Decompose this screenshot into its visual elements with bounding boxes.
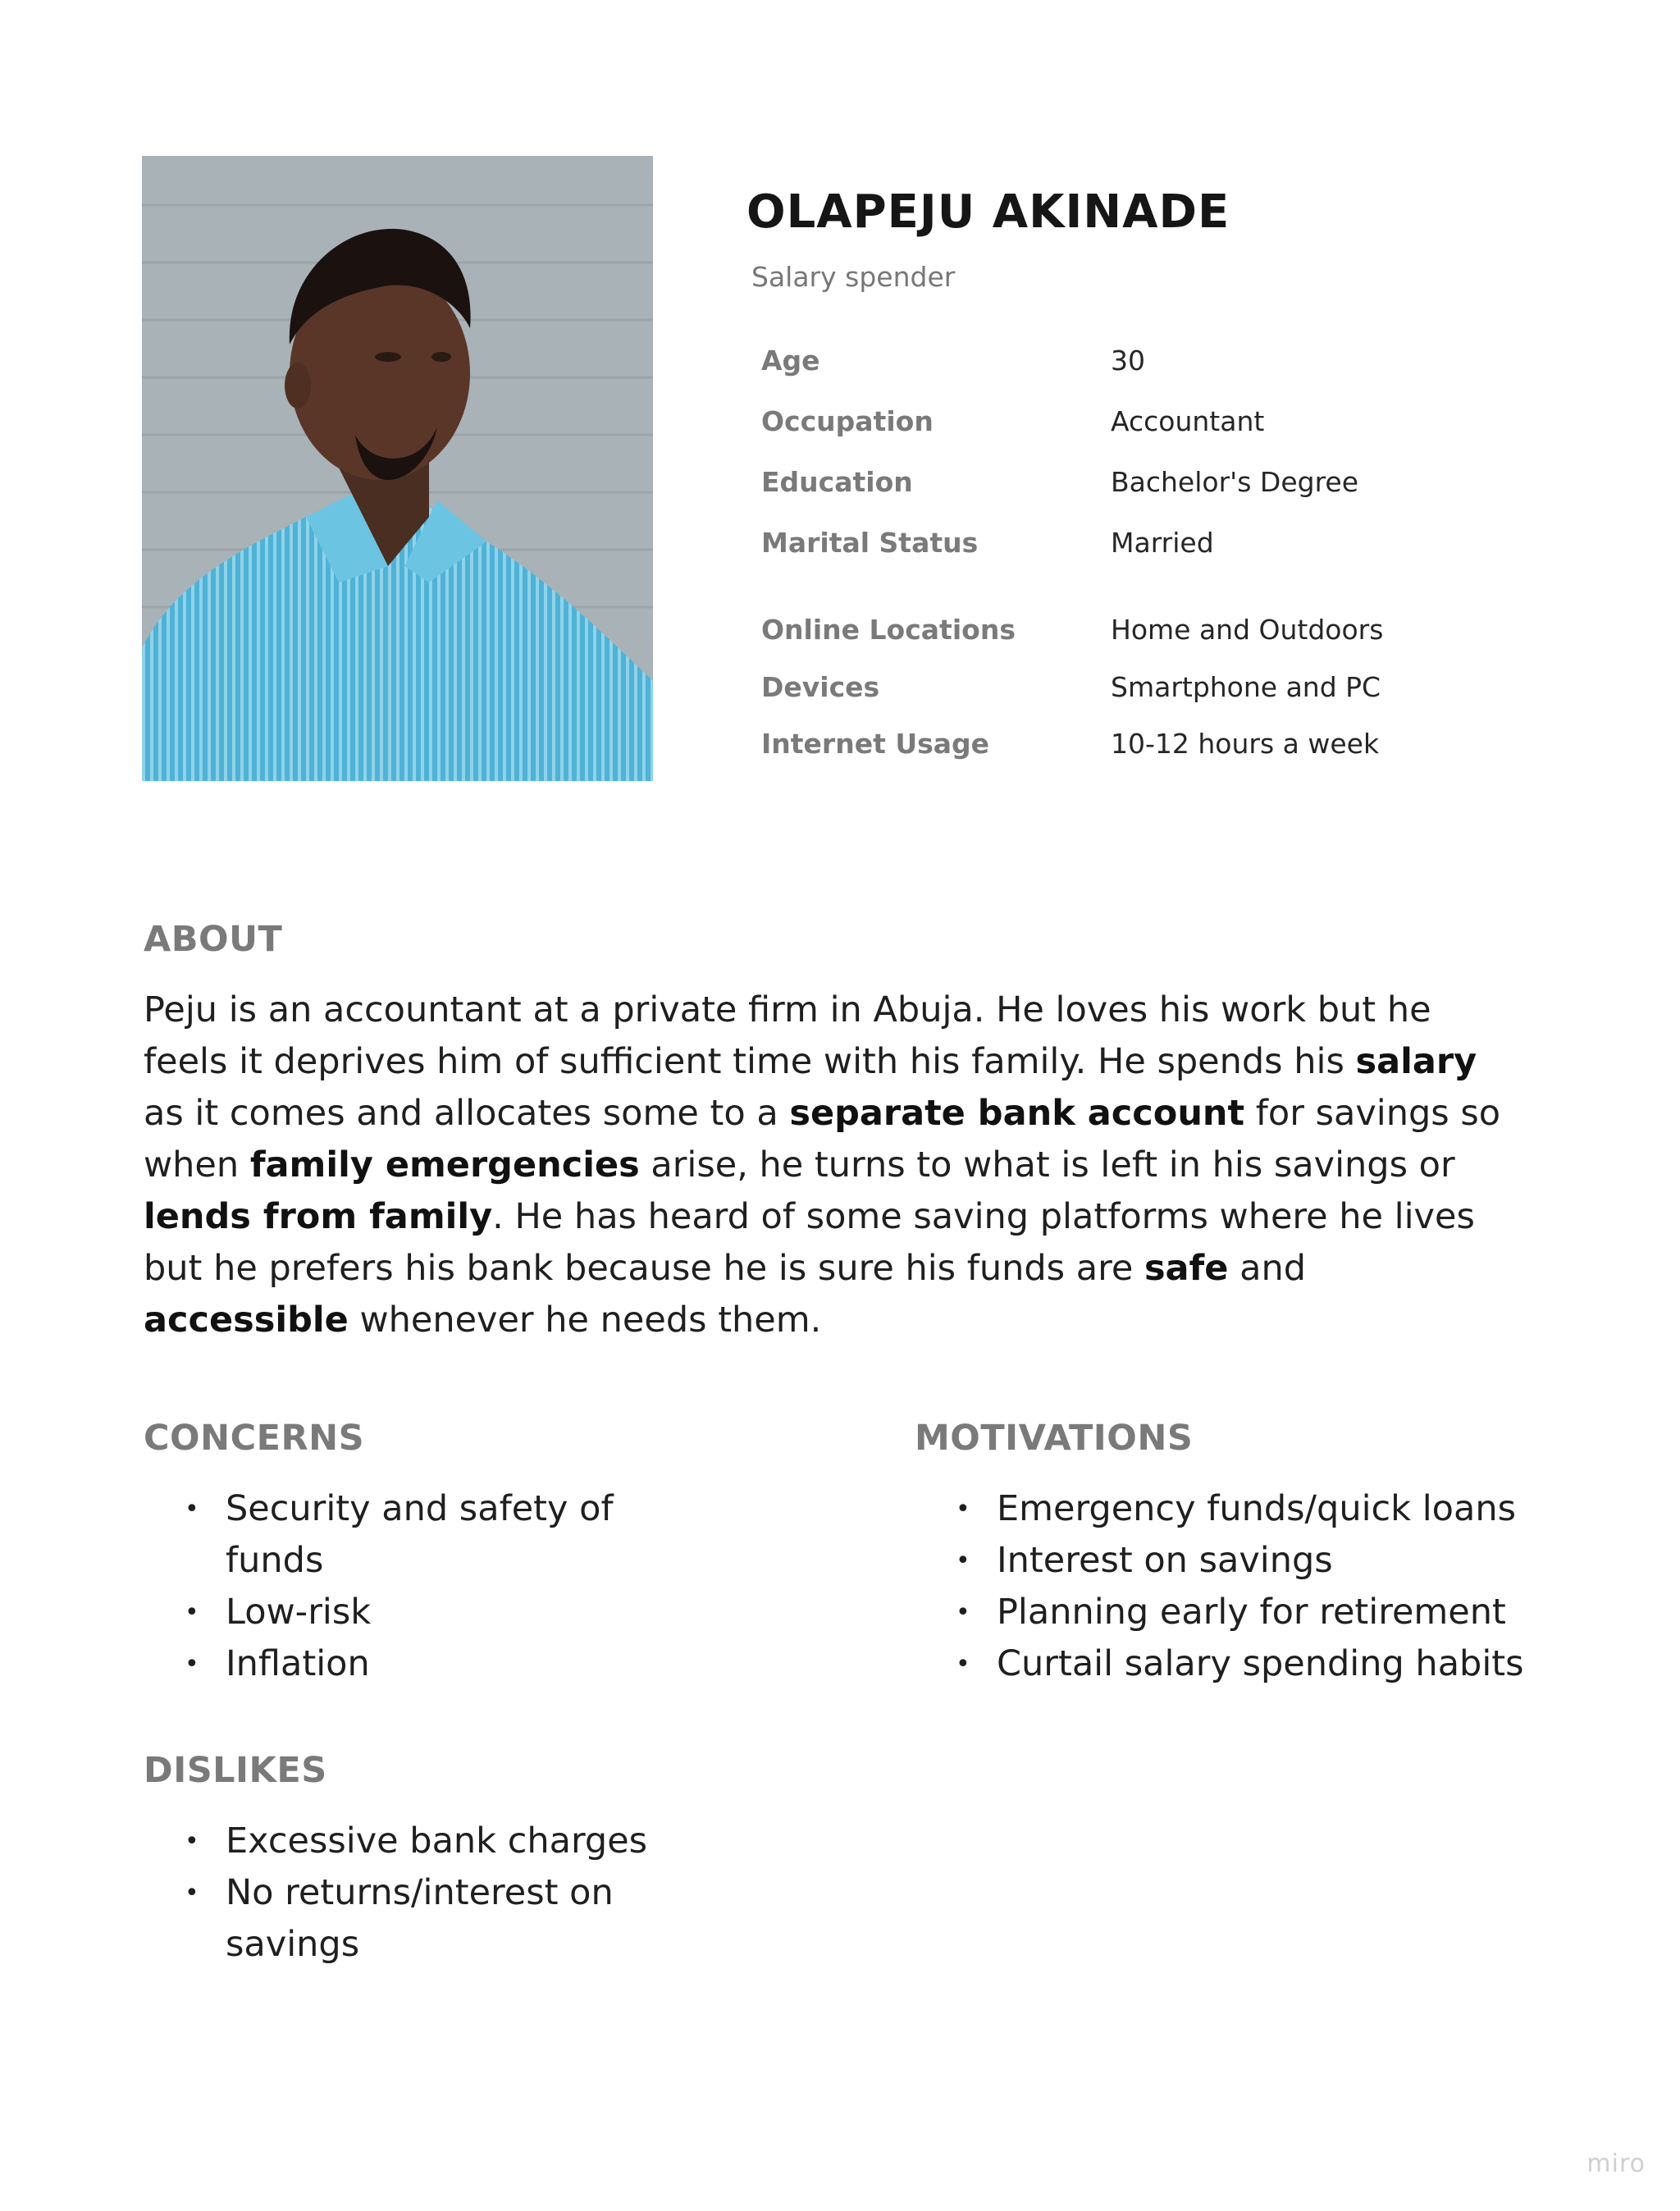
persona-subtitle: Salary spender <box>751 261 956 293</box>
about-text: whenever he needs them. <box>348 1300 822 1341</box>
about-emphasis: family emergencies <box>249 1144 640 1185</box>
list-item: • Planning early for retirement <box>915 1587 1620 1638</box>
about-text: Peju is an accountant at a private firm in Abuja. He loves his work but he feels it deprives him of sufficient time with his family. He spends his <box>144 989 1431 1082</box>
motivations-list <box>915 1483 1620 1690</box>
motivations-heading: MOTIVATIONS <box>915 1418 1194 1459</box>
about-text: arise, he turns to what is left in his savings or <box>639 1144 1455 1185</box>
attr-value: Bachelor's Degree <box>1111 466 1359 498</box>
attr-label: Devices <box>761 671 880 703</box>
attr-label: Occupation <box>761 405 934 437</box>
about-text: . He has heard of some saving platforms where he lives but he prefers his bank because he is sure his funds are <box>144 1196 1475 1289</box>
about-heading: ABOUT <box>144 919 283 960</box>
attr-row-education <box>761 466 1500 507</box>
list-item: • Interest on savings <box>915 1535 1620 1587</box>
list-item: • Emergency funds/quick loans <box>915 1483 1620 1535</box>
list-item: • Inflation <box>144 1638 718 1690</box>
about-emphasis: accessible <box>144 1300 349 1341</box>
dislikes-heading: DISLIKES <box>144 1750 327 1791</box>
profile-photo <box>142 156 653 781</box>
dislikes-list <box>144 1816 710 1971</box>
attr-value: Home and Outdoors <box>1111 614 1384 646</box>
list-item: • Security and safety of funds <box>144 1483 718 1587</box>
attr-row-age <box>761 345 1500 386</box>
about-paragraph <box>144 984 1505 1346</box>
about-emphasis: lends from family <box>144 1196 493 1237</box>
persona-name: OLAPEJU AKINADE <box>746 185 1230 239</box>
attr-value: 10-12 hours a week <box>1111 728 1380 760</box>
about-emphasis: safe <box>1144 1248 1229 1289</box>
about-text: as it comes and allocates some to a <box>144 1093 790 1134</box>
attr-value: Smartphone and PC <box>1111 671 1381 703</box>
about-text: and <box>1228 1248 1306 1289</box>
attr-value: Married <box>1111 527 1214 559</box>
list-item: • Low-risk <box>144 1587 718 1638</box>
concerns-heading: CONCERNS <box>144 1418 365 1459</box>
about-emphasis: separate bank account <box>789 1093 1245 1134</box>
attr-value: Accountant <box>1111 405 1265 437</box>
about-text: for savings so when <box>144 1093 1501 1185</box>
attr-value: 30 <box>1111 345 1145 377</box>
attr-row-internet-usage <box>761 728 1500 769</box>
attr-label: Marital Status <box>761 527 979 559</box>
attr-row-online-locations <box>761 614 1500 655</box>
miro-watermark: miro <box>1586 2149 1646 2178</box>
list-item: • Excessive bank charges <box>144 1816 710 1867</box>
attr-row-occupation <box>761 405 1500 446</box>
attr-label: Age <box>761 345 820 377</box>
attr-row-devices <box>761 671 1500 712</box>
concerns-list <box>144 1483 718 1690</box>
attr-label: Online Locations <box>761 614 1016 646</box>
about-emphasis: salary <box>1355 1041 1477 1082</box>
attr-label: Education <box>761 466 913 498</box>
portrait-illustration <box>142 156 653 781</box>
list-item: • Curtail salary spending habits <box>915 1638 1620 1690</box>
attr-row-marital-status <box>761 527 1500 568</box>
list-item: • No returns/interest on savings <box>144 1867 710 1971</box>
attr-label: Internet Usage <box>761 728 990 760</box>
